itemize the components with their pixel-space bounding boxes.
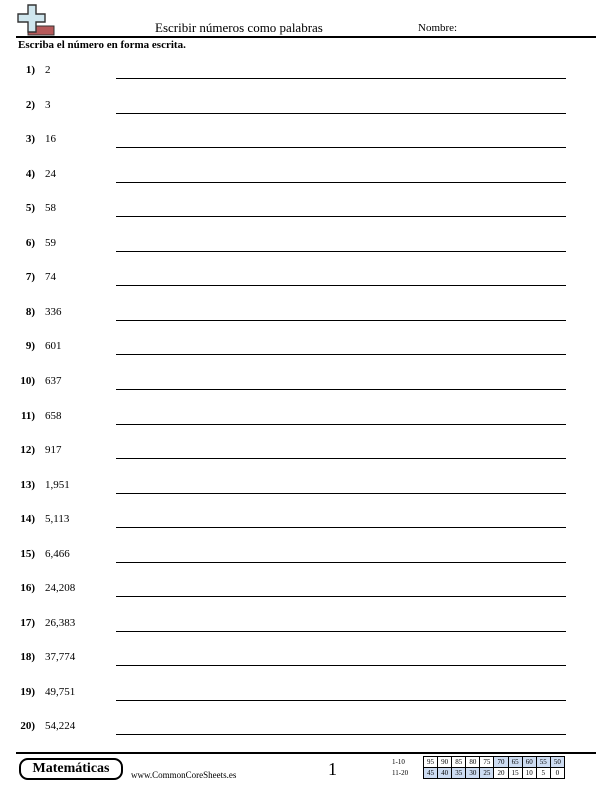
answer-line[interactable]	[116, 424, 566, 425]
problem-value: 5,113	[45, 513, 70, 526]
problem-row	[0, 479, 612, 499]
score-row	[392, 757, 564, 768]
problem-number: 14)	[20, 513, 35, 526]
problem-value: 74	[45, 271, 56, 284]
answer-line[interactable]	[116, 734, 566, 735]
problem-row	[0, 617, 612, 637]
problem-number: 8)	[25, 305, 35, 318]
problem-row	[0, 686, 612, 706]
problem-row	[0, 410, 612, 430]
problem-value: 24,208	[45, 582, 76, 595]
problem-number: 1)	[25, 64, 35, 76]
problem-number: 19)	[20, 685, 35, 698]
score-cell: 90	[438, 757, 452, 768]
score-range-label: 11-20	[392, 769, 409, 777]
score-cell: 50	[550, 757, 564, 768]
score-cell: 40	[438, 768, 452, 779]
problem-value: 16	[45, 133, 56, 146]
answer-line[interactable]	[116, 389, 566, 390]
problem-row	[0, 99, 612, 119]
answer-line[interactable]	[116, 320, 566, 321]
problem-number: 9)	[25, 340, 35, 353]
problem-value: 637	[45, 374, 62, 387]
plus-logo-icon	[16, 4, 56, 36]
score-row	[392, 768, 564, 779]
header-divider	[16, 36, 596, 38]
score-cell: 35	[452, 768, 466, 779]
problem-row	[0, 237, 612, 257]
score-cell: 65	[508, 757, 522, 768]
problem-row	[0, 202, 612, 222]
brand-badge: Matemáticas	[19, 758, 123, 780]
answer-line[interactable]	[116, 354, 566, 355]
score-cell: 0	[550, 768, 564, 779]
problem-value: 1,951	[45, 478, 70, 491]
score-cell: 10	[522, 768, 536, 779]
score-cell: 80	[466, 757, 480, 768]
problem-value: 658	[45, 409, 62, 422]
score-cell: 70	[494, 757, 508, 768]
problem-number: 15)	[20, 547, 35, 560]
problem-value: 601	[45, 340, 62, 353]
page-title: Escribir números como palabras	[155, 20, 323, 35]
answer-line[interactable]	[116, 493, 566, 494]
problem-value: 2	[45, 64, 51, 76]
problem-number: 4)	[25, 167, 35, 180]
footer-divider	[16, 752, 596, 754]
answer-line[interactable]	[116, 113, 566, 114]
score-cell: 60	[522, 757, 536, 768]
problem-number: 10)	[20, 374, 35, 387]
problem-value: 49,751	[45, 685, 76, 698]
problem-number: 12)	[20, 444, 35, 457]
answer-line[interactable]	[116, 458, 566, 459]
answer-line[interactable]	[116, 562, 566, 563]
answer-line[interactable]	[116, 78, 566, 79]
name-label: Nombre:	[418, 22, 458, 34]
website-url: www.CommonCoreSheets.es	[131, 770, 237, 780]
problem-number: 5)	[25, 202, 35, 215]
score-cell: 30	[466, 768, 480, 779]
score-range-label: 1-10	[392, 758, 405, 766]
score-cell: 95	[424, 757, 438, 768]
problem-row	[0, 133, 612, 153]
problem-row	[0, 582, 612, 602]
score-cell: 20	[494, 768, 508, 779]
problem-value: 917	[45, 444, 62, 457]
problem-number: 6)	[25, 236, 35, 249]
answer-line[interactable]	[116, 147, 566, 148]
answer-line[interactable]	[116, 527, 566, 528]
problem-value: 3	[45, 98, 51, 111]
problem-number: 13)	[20, 478, 35, 491]
score-cell: 15	[508, 768, 522, 779]
instructions: Escriba el número en forma escrita.	[18, 39, 186, 51]
problem-number: 2)	[25, 98, 35, 111]
problem-row	[0, 168, 612, 188]
problem-row	[0, 64, 612, 84]
score-cell: 55	[536, 757, 550, 768]
score-cell: 5	[536, 768, 550, 779]
problem-value: 58	[45, 202, 56, 215]
problem-value: 6,466	[45, 547, 70, 560]
problem-number: 20)	[20, 720, 35, 733]
problem-number: 16)	[20, 582, 35, 595]
score-cell: 45	[424, 768, 438, 779]
page-number: 1	[328, 759, 337, 779]
score-cell: 85	[452, 757, 466, 768]
answer-line[interactable]	[116, 700, 566, 701]
problem-row	[0, 444, 612, 464]
answer-line[interactable]	[116, 251, 566, 252]
problem-row	[0, 271, 612, 291]
problem-row	[0, 375, 612, 395]
problem-value: 54,224	[45, 720, 76, 733]
problem-row	[0, 651, 612, 671]
answer-line[interactable]	[116, 285, 566, 286]
problem-value: 37,774	[45, 651, 76, 664]
answer-line[interactable]	[116, 665, 566, 666]
problem-value: 24	[45, 167, 56, 180]
problem-number: 17)	[20, 616, 35, 629]
score-cell: 25	[480, 768, 494, 779]
problem-value: 336	[45, 305, 62, 318]
problem-row	[0, 513, 612, 533]
answer-line[interactable]	[116, 182, 566, 183]
problem-number: 11)	[20, 409, 35, 422]
problem-row	[0, 340, 612, 360]
problem-number: 3)	[25, 133, 35, 146]
problem-value: 59	[45, 236, 56, 249]
answer-line[interactable]	[116, 596, 566, 597]
problem-row	[0, 720, 612, 740]
score-cell: 75	[480, 757, 494, 768]
problem-number: 18)	[20, 651, 35, 664]
problem-row	[0, 306, 612, 326]
answer-line[interactable]	[116, 631, 566, 632]
problem-number: 7)	[25, 271, 35, 284]
problem-value: 26,383	[45, 616, 76, 629]
problem-row	[0, 548, 612, 568]
answer-line[interactable]	[116, 216, 566, 217]
score-table	[392, 756, 565, 779]
